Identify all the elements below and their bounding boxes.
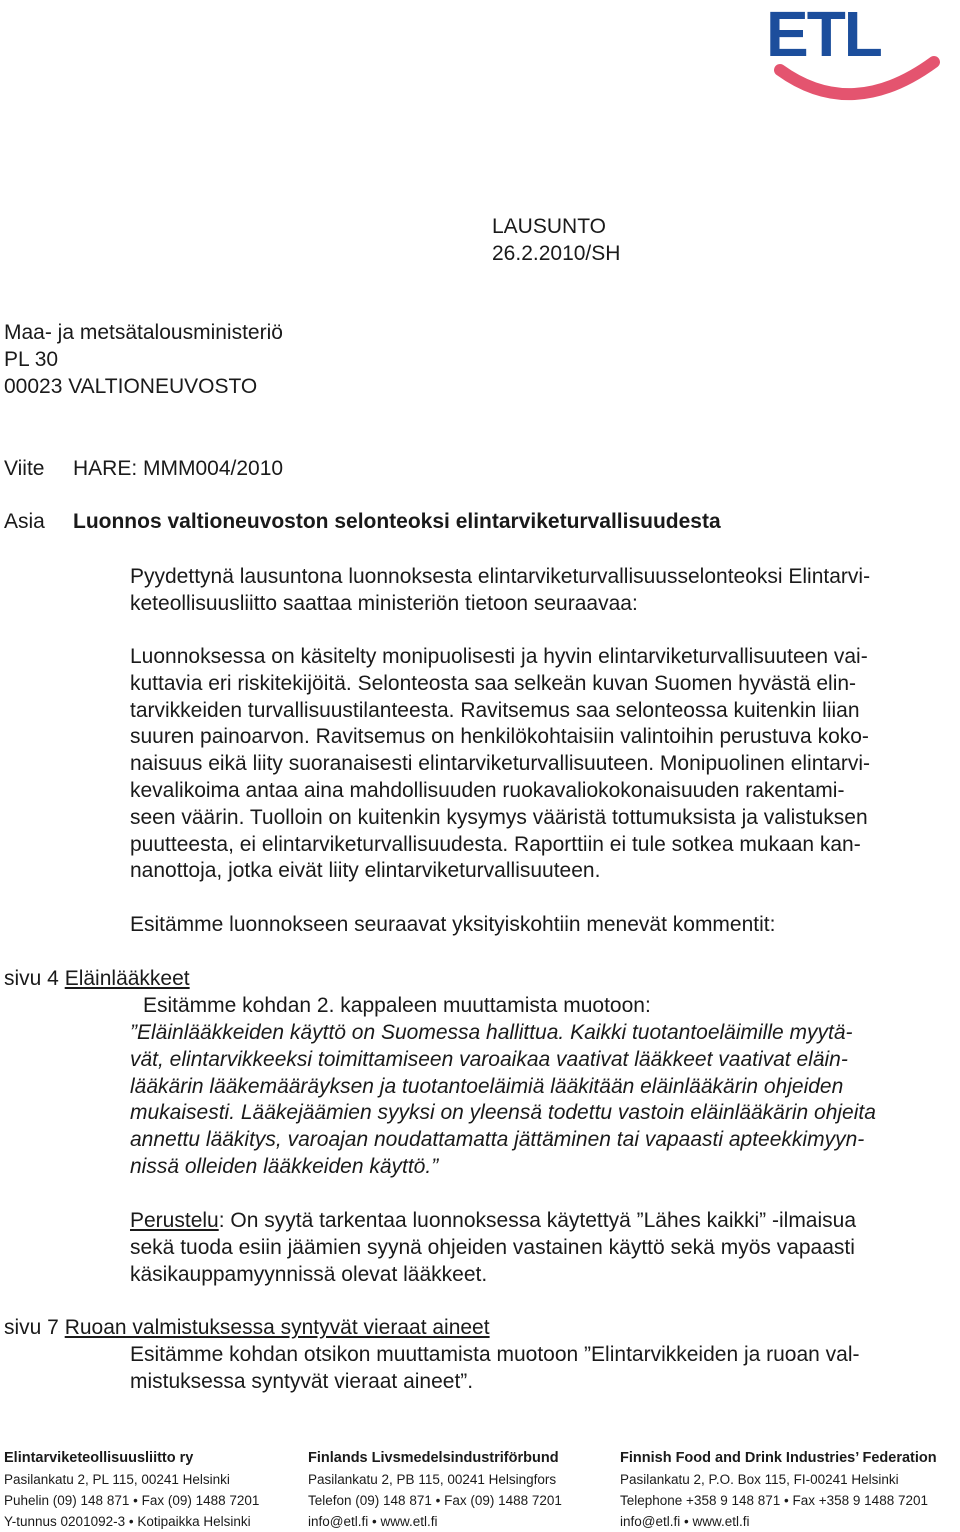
reference-value: HARE: MMM004/2010 [73, 457, 284, 480]
footer-address: Pasilankatu 2, P.O. Box 115, FI-00241 Helsinki [620, 1472, 899, 1487]
section-page-ref: sivu 7 [4, 1316, 59, 1339]
footer-column-fi [4, 1448, 259, 1532]
footer-org-name: Finlands Livsmedelsindustriförbund [308, 1450, 559, 1466]
document-date: 26.2.2010/SH [492, 241, 621, 265]
reference-label: Viite [4, 457, 45, 480]
subject-value: Luonnos valtioneuvoston selonteoksi elintarviketurvallisuudesta [73, 510, 721, 533]
section-title: Ruoan valmistuksessa syntyvät vieraat aineet [64, 1316, 490, 1339]
text-line: keteollisuusliitto saattaa ministeriön tietoon seuraavaa: [130, 591, 638, 615]
subject-label: Asia [4, 510, 45, 533]
quote-line: lääkärin lääkemääräyksen ja tuotantoeläimiä lääkitään eläinlääkärin ohjeiden [130, 1074, 844, 1098]
section-page4-heading [4, 966, 190, 993]
letterhead-footer [0, 1448, 960, 1532]
paragraph-intro [130, 564, 952, 618]
section-page7-heading [4, 1315, 490, 1342]
quote-line: mukaisesti. Lääkejäämien syyksi on yleensä todettu vastoin eläinlääkärin ohjeita [130, 1101, 876, 1125]
recipient-line: PL 30 [4, 347, 59, 371]
recipient-address [4, 320, 283, 400]
section-page-ref: sivu 4 [4, 967, 59, 990]
justification-label: Perustelu [130, 1209, 219, 1232]
justification-line: käsikauppamyynnissä olevat lääkkeet. [130, 1262, 488, 1286]
text-line: tarvikkeiden turvallisuustilanteesta. Ravitsemus saa selonteossa kuitenkin liian [130, 698, 860, 722]
footer-org-name: Finnish Food and Drink Industries’ Federation [620, 1450, 937, 1466]
text-line: seen väärin. Tuolloin on kuitenkin kysymys vääristä tottumuksista ja valistuksen [130, 805, 868, 829]
section-page7-body [130, 1342, 940, 1396]
footer-column-sv [308, 1448, 562, 1532]
footer-address: Pasilankatu 2, PB 115, 00241 Helsingfors [308, 1472, 557, 1487]
footer-phone: Telefon (09) 148 871 • Fax (09) 1488 7201 [308, 1493, 562, 1508]
footer-contact: info@etl.fi • www.etl.fi [620, 1514, 750, 1529]
justification-line [130, 1208, 940, 1235]
recipient-line: Maa- ja metsätalousministeriö [4, 321, 283, 344]
text-line: Luonnoksessa on käsitelty monipuolisesti ja hyvin elintarviketurvallisuuteen vai- [130, 645, 868, 668]
section-page4-intro: Esitämme kohdan 2. kappaleen muuttamista muotoon: [143, 994, 651, 1017]
quote-line: nissä olleiden lääkkeiden käyttö.” [130, 1154, 439, 1178]
justification-text: : On syytä tarkentaa luonnoksessa käytettyä ”Lähes kaikki” -ilmaisua [218, 1209, 857, 1232]
paragraph-comments-intro [130, 912, 952, 939]
quote-line: ”Eläinlääkkeiden käyttö on Suomessa hallittua. Kaikki tuotantoeläimille myytä- [130, 1021, 853, 1044]
proposed-wording-quote [130, 1020, 960, 1181]
quote-line: annettu lääkitys, varoajan noudattamatta jättäminen tai vapaasti apteekkimyyn- [130, 1128, 865, 1152]
logo-text: ETL [766, 0, 881, 70]
text-line: Esitämme luonnokseen seuraavat yksityiskohtiin menevät kommentit: [130, 913, 776, 936]
footer-business-id: Y-tunnus 0201092-3 • Kotipaikka Helsinki [4, 1514, 251, 1529]
text-line: naisuus eikä liity suoranaisesti elintarviketurvallisuuteen. Monipuolinen elintarvi- [130, 752, 871, 776]
footer-phone: Puhelin (09) 148 871 • Fax (09) 1488 7201 [4, 1493, 260, 1508]
text-line: puutteesta, ei elintarviketurvallisuudesta. Raporttiin ei tule sotkea mukaan kan- [130, 832, 861, 856]
text-line: Esitämme kohdan otsikon muuttamista muotoon ”Elintarvikkeiden ja ruoan val- [130, 1343, 860, 1366]
text-line: nanottoja, jotka eivät liity elintarviketurvallisuuteen. [130, 859, 601, 883]
justification-line: sekä tuoda esiin jäämien syynä ohjeiden vastainen käyttö sekä myös vapaasti [130, 1235, 855, 1259]
paragraph-assessment [130, 644, 952, 885]
quote-line: vät, elintarvikkeeksi toimittamiseen varoaikaa vaativat lääkkeet vaativat eläin- [130, 1047, 848, 1071]
text-line: suuren painoarvon. Ravitsemus on henkilökohtaisiin valintoihin perustuva koko- [130, 725, 869, 749]
footer-org-name: Elintarviketeollisuusliitto ry [4, 1450, 194, 1466]
justification [130, 1208, 940, 1288]
section-title: Eläinlääkkeet [64, 967, 190, 990]
text-line: mistuksessa syntyvät vieraat aineet”. [130, 1369, 474, 1393]
text-line: kuttavia eri riskitekijöitä. Selonteosta saa selkeän kuvan Suomen hyvästä elin- [130, 671, 857, 695]
document-type: LAUSUNTO [492, 215, 606, 238]
footer-address: Pasilankatu 2, PL 115, 00241 Helsinki [4, 1472, 230, 1487]
etl-logo [762, 0, 952, 112]
text-line: Pyydettynä lausuntona luonnoksesta elintarviketurvallisuusselonteoksi Elintarvi- [130, 565, 871, 588]
footer-contact: info@etl.fi • www.etl.fi [308, 1514, 438, 1529]
document-header [492, 214, 620, 268]
footer-column-en [620, 1448, 937, 1532]
recipient-line: 00023 VALTIONEUVOSTO [4, 374, 258, 398]
text-line: kevalikoima antaa aina mahdollisuuden ruokavaliokokonaisuuden rakentami- [130, 778, 845, 802]
footer-phone: Telephone +358 9 148 871 • Fax +358 9 1488 7201 [620, 1493, 928, 1508]
